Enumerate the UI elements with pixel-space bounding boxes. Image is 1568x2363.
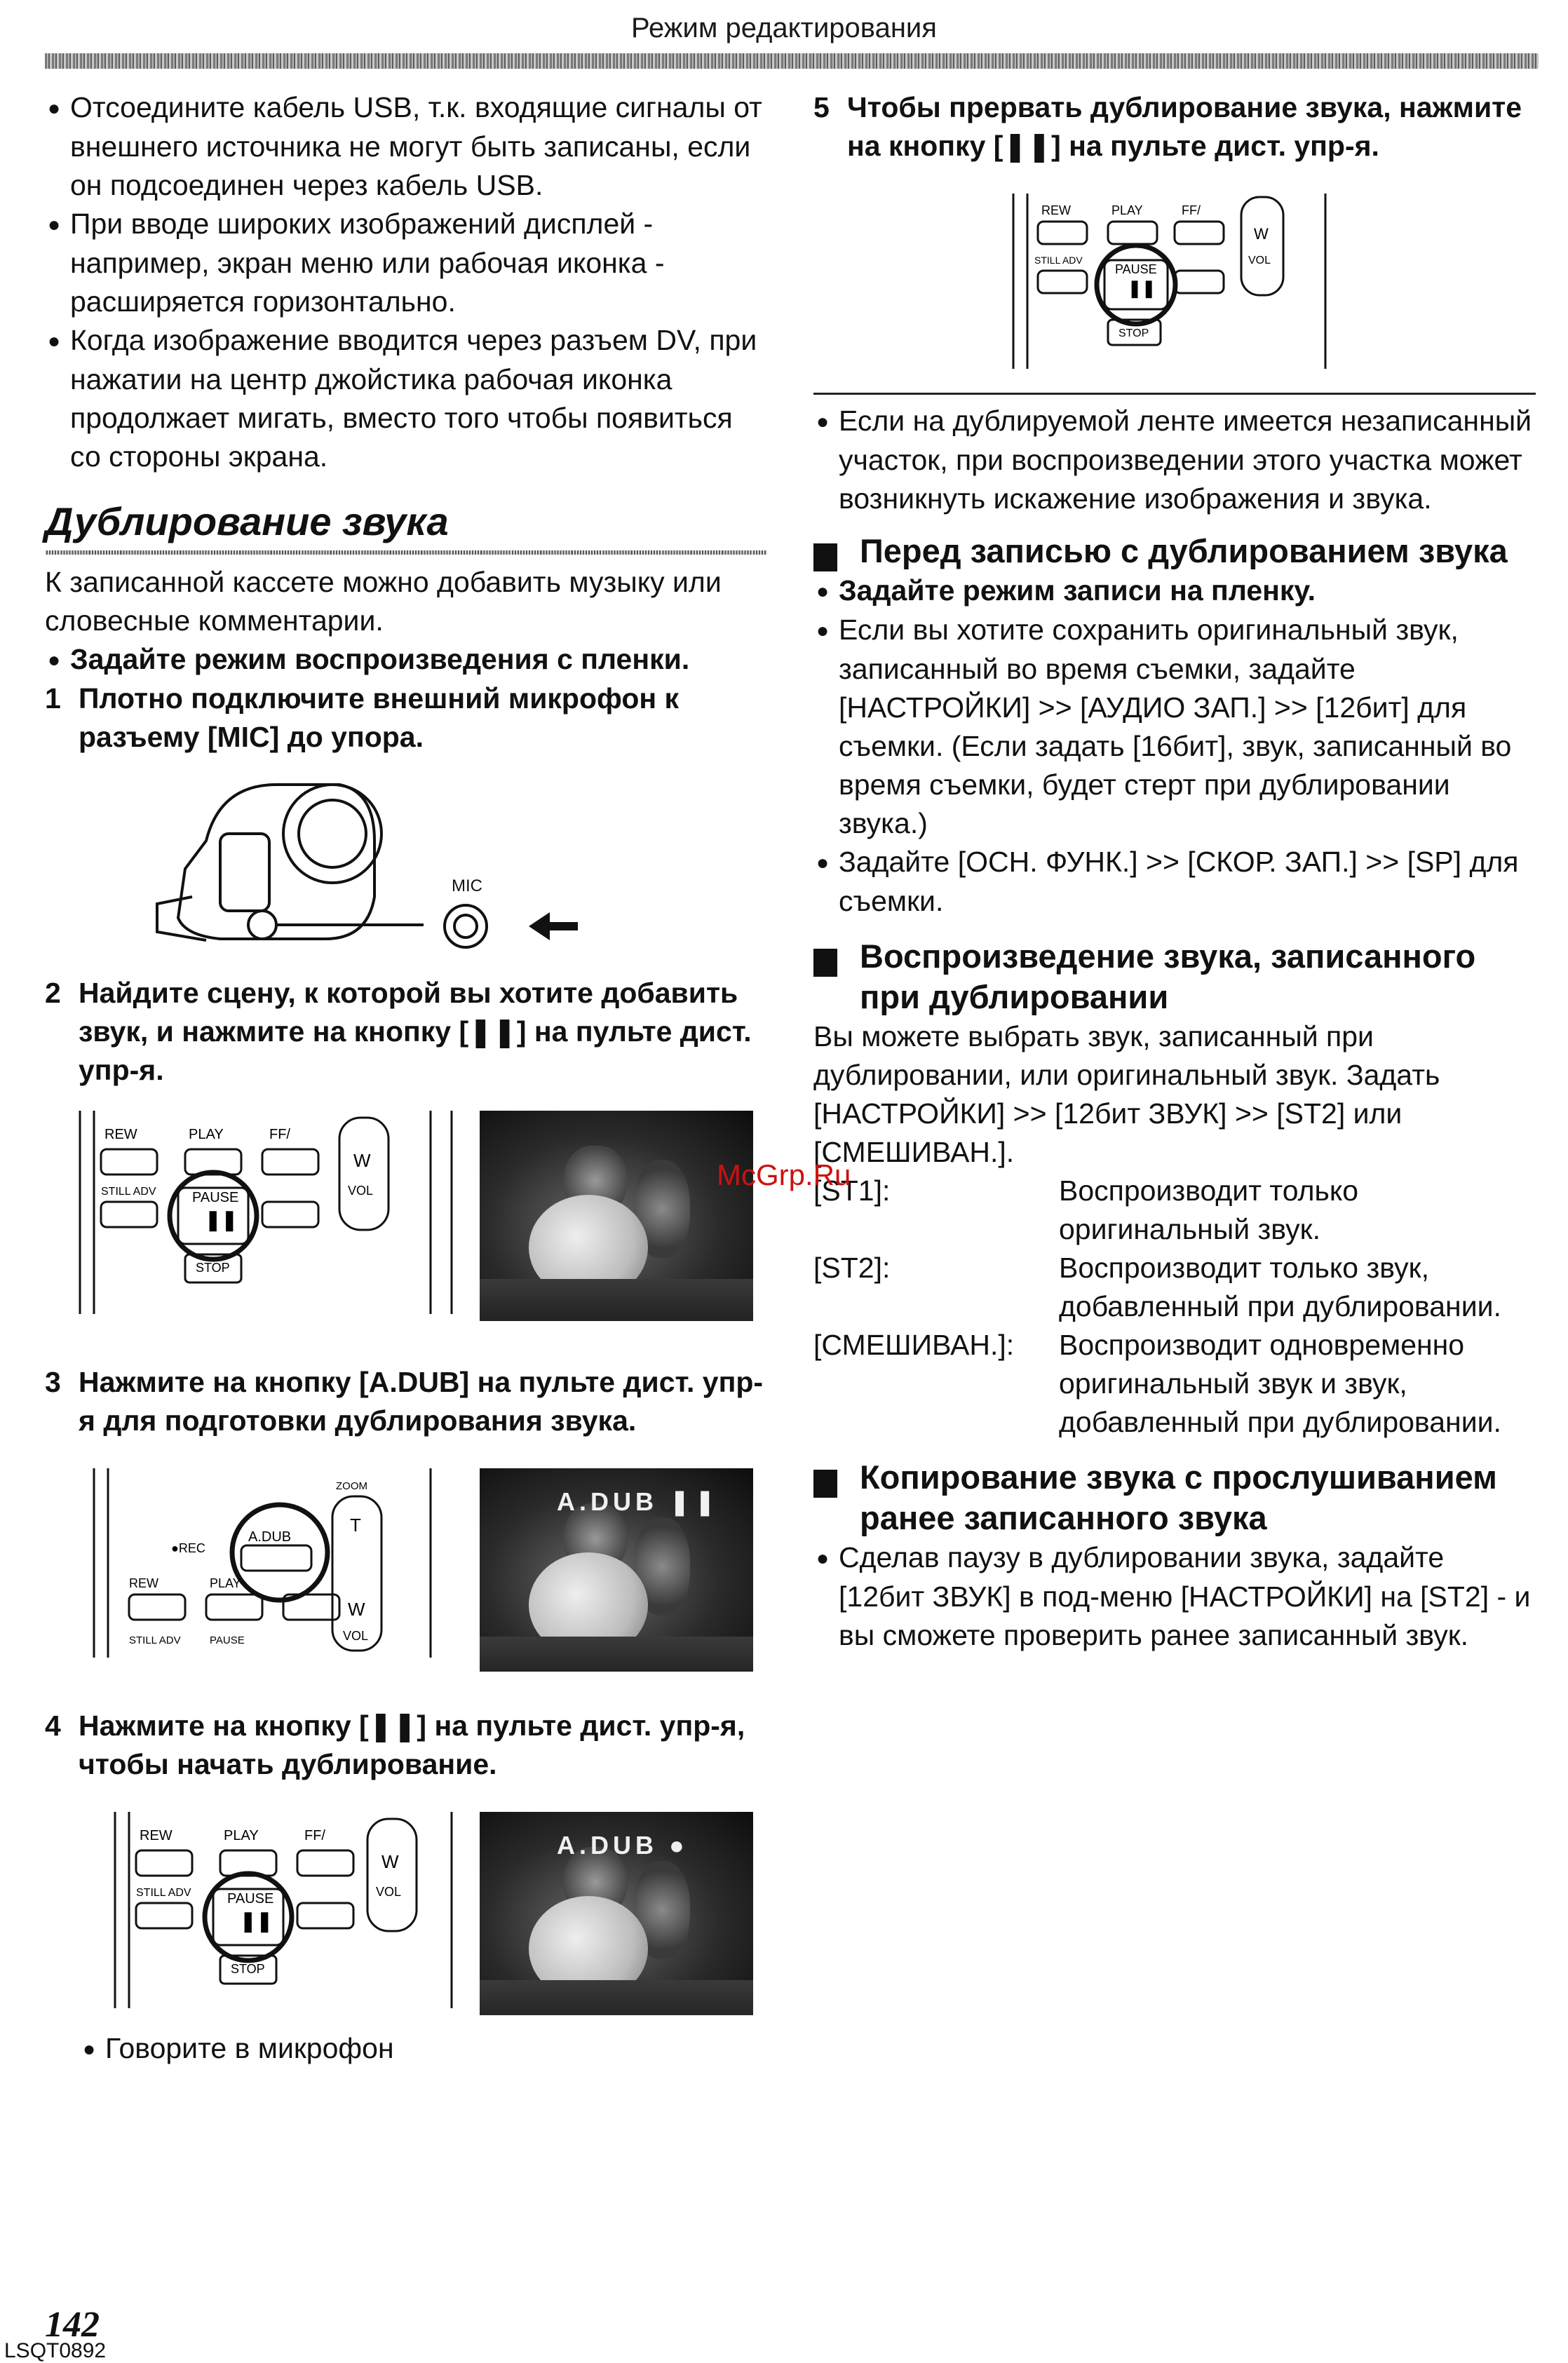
table-value: Воспроизводит только оригинальный звук.: [1059, 1174, 1359, 1245]
note-blank-section: ● Если на дублируемой ленте имеется незаписанный участок, при воспроизведении этого участка может возникнуть искажение изображения и звука.: [813, 402, 1536, 518]
camcorder-mic-figure: [45, 757, 767, 967]
w-label-2: W: [348, 1599, 365, 1620]
vol-label-2: VOL: [343, 1629, 369, 1643]
playback-intro: Вы можете выбрать звук, записанный при дублировании, или оригинальный звук. Задать [НАСТРОЙКИ] >> [12бит ЗВУК] >> [ST2] или [СМЕШИВАН.].: [813, 1020, 1440, 1168]
note-divider: [813, 393, 1536, 395]
photo-table-c: [480, 1980, 753, 2015]
step-1: [45, 679, 767, 757]
step-5: [813, 88, 1536, 165]
rew-label-3: REW: [140, 1828, 173, 1843]
step-2: [45, 974, 767, 1090]
stop-label: STOP: [196, 1261, 230, 1275]
adub-pause-photo: [480, 1468, 753, 1672]
table-row: [813, 1172, 1536, 1249]
step-5-text: Чтобы прервать дублирование звука, нажмите на кнопку [❚❚] на пульте дист. упр-я.: [847, 91, 1522, 162]
pause-label-4: PAUSE: [1115, 262, 1157, 276]
vol-label-3: VOL: [376, 1885, 402, 1899]
ff-label-3: FF/: [304, 1828, 325, 1843]
mic-jack-label: MIC: [452, 876, 482, 895]
bullet-audio-rec: ● Если вы хотите сохранить оригинальный звук, записанный во время съемки, задайте [НАСТРОЙКИ] >> [АУДИО ЗАП.] >> [12бит] для съемки. (Если задать [16бит], звук, записанный во время съемки, будет стерт при дублировании звука.): [813, 611, 1536, 843]
step-2-figure: [45, 1111, 767, 1363]
left-column: [45, 88, 767, 2069]
adub-play-photo: [480, 1812, 753, 2015]
still-adv-label-4: STILL ADV: [1034, 255, 1083, 266]
photo-table-b: [480, 1637, 753, 1672]
table-row: [813, 1326, 1536, 1442]
rew-label: REW: [104, 1127, 137, 1142]
square-bullet-icon-2: [813, 949, 837, 977]
vol-label: VOL: [348, 1184, 374, 1198]
photo-table: [480, 1279, 753, 1321]
pause-icon-2: ❚❚: [240, 1910, 273, 1932]
step-4-figure: [45, 1812, 767, 2022]
rec-label: ●REC: [171, 1541, 205, 1555]
w-label: W: [353, 1150, 371, 1171]
remote-pause-illustration: [73, 1111, 466, 1314]
bullet-dv-input: ● Когда изображение вводится через разъем DV, при нажатии на центр джойстика рабочая иконка продолжает мигать, вместо того чтобы появиться со стороны экрана.: [45, 321, 767, 476]
header-divider-bar: [45, 53, 1539, 69]
table-value: Воспроизводит только звук, добавленный при дублировании.: [1059, 1252, 1501, 1322]
pause-label-2: PAUSE: [210, 1634, 245, 1646]
step-5-figure: [813, 194, 1536, 383]
vol-label-4: VOL: [1248, 255, 1271, 266]
zoom-label: ZOOM: [336, 1480, 367, 1492]
step-1-number: 1: [45, 682, 61, 715]
still-adv-label-2: STILL ADV: [129, 1634, 181, 1646]
osd-adub-play: A.DUB ●: [557, 1831, 689, 1860]
bullet-usb: ● Отсоедините кабель USB, т.к. входящие сигналы от внешнего источника не могут быть записаны, если он подсоединен через кабель USB.: [45, 88, 767, 205]
step-3-text: Нажмите на кнопку [A.DUB] на пульте дист. упр-я для подготовки дублирования звука.: [79, 1366, 764, 1437]
step-3: [45, 1363, 767, 1440]
pause-icon: ❚❚: [205, 1209, 238, 1231]
play-label-3: PLAY: [224, 1828, 259, 1843]
arrow-left-icon: [529, 912, 578, 940]
ff-label-4: FF/: [1182, 203, 1201, 217]
step-5-number: 5: [813, 91, 830, 123]
step-2-number: 2: [45, 977, 61, 1009]
step-4-text: Нажмите на кнопку [❚❚] на пульте дист. упр-я, чтобы начать дублирование.: [79, 1709, 745, 1780]
scene-photo: [480, 1111, 753, 1321]
bullet-recording-mode: ● Задайте режим записи на пленку.: [813, 571, 1536, 611]
step-4-number: 4: [45, 1709, 61, 1742]
remote-adub-illustration: [87, 1468, 452, 1658]
watermark: McGrp.Ru: [717, 1158, 851, 1191]
play-label-2: PLAY: [210, 1576, 241, 1590]
still-adv-label: STILL ADV: [101, 1186, 156, 1198]
camcorder-illustration: [45, 757, 676, 967]
step-3-number: 3: [45, 1366, 61, 1398]
section-title-audio-dub: Дублирование звука: [45, 499, 449, 543]
stop-label-3: STOP: [231, 1962, 265, 1976]
stop-label-4: STOP: [1118, 327, 1149, 339]
audio-mode-table: [813, 1172, 1536, 1442]
bullet-speak-into-mic: ● Говорите в микрофон: [80, 2029, 767, 2069]
table-key: [ST1]:: [813, 1174, 891, 1207]
remote-pause-illustration-3: [1010, 194, 1332, 369]
step-2-text: Найдите сцену, к которой вы хотите добавить звук, и нажмите на кнопку [❚❚] на пульте дист. упр-я.: [79, 977, 752, 1086]
subsection-before-recording-title: Перед записью с дублированием звука: [860, 532, 1508, 569]
table-key: [ST2]:: [813, 1252, 891, 1284]
bullet-playback-mode: ● Задайте режим воспроизведения с пленки.: [45, 640, 767, 679]
right-column: [813, 88, 1536, 1655]
ff-label: FF/: [269, 1127, 290, 1142]
table-row: [813, 1249, 1536, 1326]
table-value: Воспроизводит одновременно оригинальный звук и звук, добавленный при дублировании.: [1059, 1329, 1501, 1438]
pause-label: PAUSE: [192, 1190, 239, 1205]
pause-icon-3: ❚❚: [1128, 279, 1156, 298]
subsection-playback-dubbed-title: Воспроизведение звука, записанного при дублировании: [860, 937, 1476, 1015]
page-number: 142: [45, 2305, 100, 2345]
subsection-copy-audio-title: Копирование звука с прослушиванием ранее записанного звука: [860, 1458, 1497, 1536]
document-code: LSQT0892: [4, 2339, 107, 2362]
subsection-playback-dubbed: [813, 936, 1536, 1017]
bullet-wide-images: ● При вводе широких изображений дисплей - например, экран меню или рабочая иконка - расширяется горизонтально.: [45, 205, 767, 321]
square-bullet-icon: [813, 543, 837, 571]
adub-label: A.DUB: [248, 1529, 292, 1545]
pause-label-3: PAUSE: [227, 1891, 274, 1907]
play-label: PLAY: [189, 1127, 224, 1142]
still-adv-label-3: STILL ADV: [136, 1887, 191, 1899]
rew-label-2: REW: [129, 1576, 158, 1590]
step-4: [45, 1707, 767, 1784]
subsection-copy-audio: [813, 1457, 1536, 1538]
remote-pause-illustration-2: [108, 1812, 473, 2008]
w-label-4: W: [1254, 225, 1269, 243]
osd-adub-pause: A.DUB ❚❚: [557, 1487, 720, 1516]
table-key: [СМЕШИВАН.]:: [813, 1329, 1015, 1361]
w-label-3: W: [381, 1851, 399, 1872]
rew-label-4: REW: [1041, 203, 1071, 217]
t-label: T: [350, 1515, 361, 1536]
bullet-rec-speed: ● Задайте [ОСН. ФУНК.] >> [СКОР. ЗАП.] >> [SP] для съемки.: [813, 843, 1536, 921]
square-bullet-icon-3: [813, 1470, 837, 1498]
subsection-before-recording: [813, 531, 1536, 571]
step-1-text: Плотно подключите внешний микрофон к разъему [MIC] до упора.: [79, 682, 680, 753]
play-label-4: PLAY: [1111, 203, 1143, 217]
step-3-figure: [45, 1468, 767, 1707]
intro-text: К записанной кассете можно добавить музыку или словесные комментарии.: [45, 566, 722, 637]
page-header-title: Режим редактирования: [631, 13, 937, 43]
bullet-check-audio: ● Сделав паузу в дублировании звука, задайте [12бит ЗВУК] в под-меню [НАСТРОЙКИ] на [ST2] - и вы сможете проверить ранее записанный звук.: [813, 1538, 1536, 1655]
